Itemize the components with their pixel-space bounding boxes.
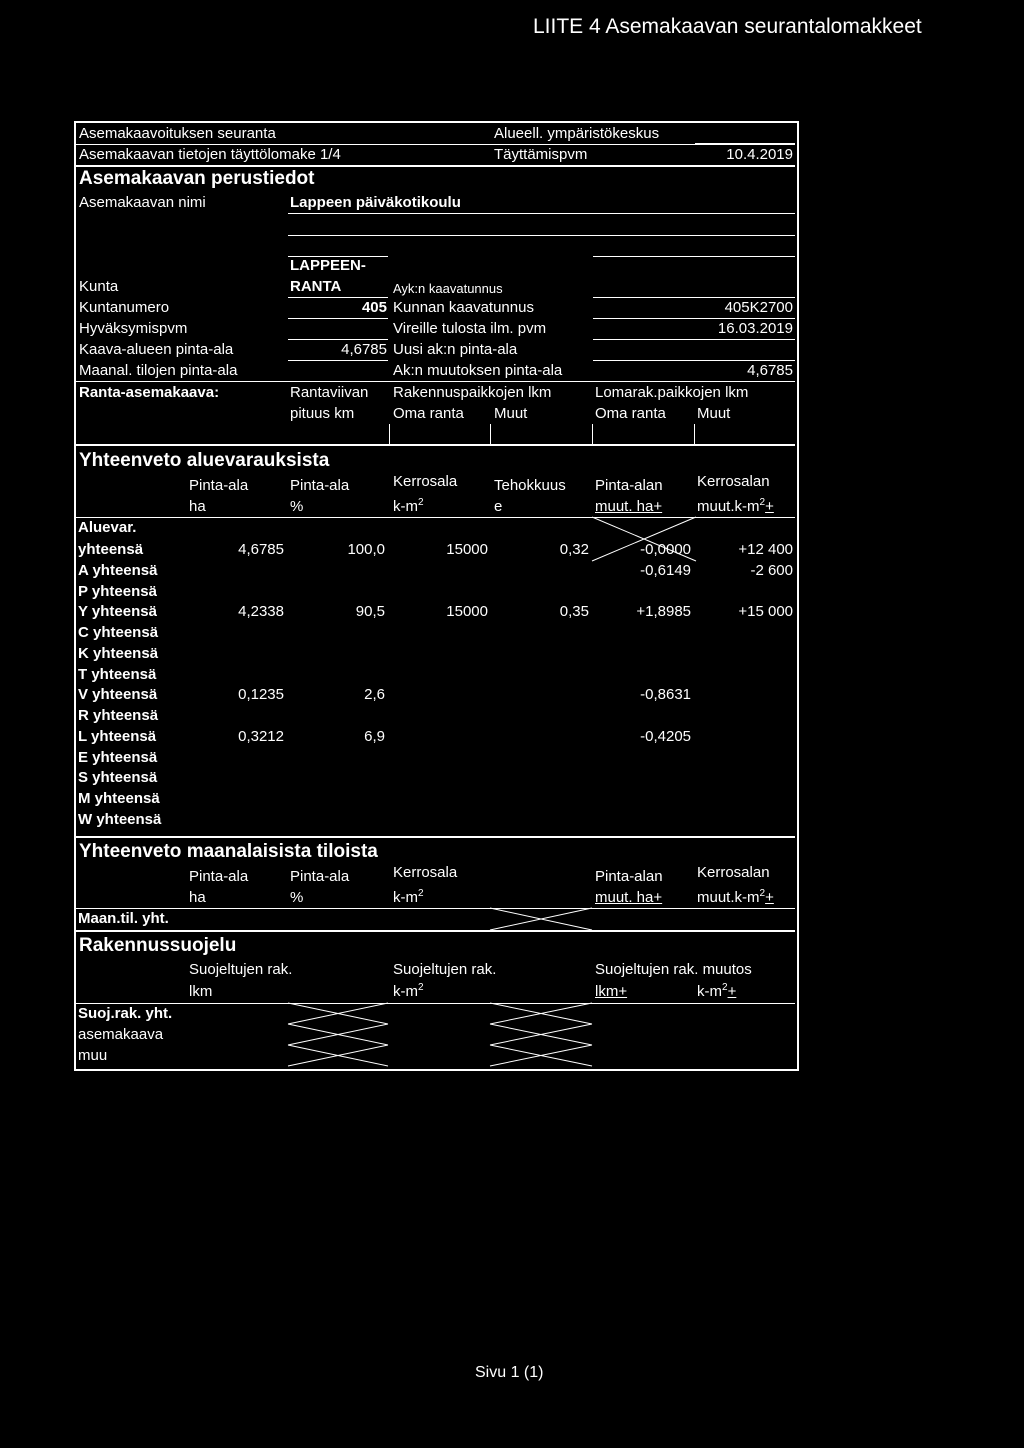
m-col-kerrosala: Kerrosala xyxy=(393,864,458,881)
hyvaksymispvm-label: Hyväksymispvm xyxy=(79,320,188,337)
cell-pct: 100,0 xyxy=(347,541,385,558)
rantaviivan-label-1: Rantaviivan xyxy=(290,384,369,401)
col-pinta-ala-pct: Pinta-ala xyxy=(290,477,350,494)
row-label: E yhteensä xyxy=(78,749,158,766)
cell-pct: 90,5 xyxy=(355,603,385,620)
cell-ha: 0,3212 xyxy=(238,728,284,745)
m-col-ha: ha xyxy=(189,889,206,906)
row-label: L yhteensä xyxy=(78,728,157,745)
s-col2-line2: $k-m^2$ xyxy=(393,982,424,1000)
m-col-km: $k-m^2$ xyxy=(393,888,424,906)
field-line xyxy=(593,318,795,319)
cell-muut-km: -2 600 xyxy=(750,562,793,579)
col-tehokkuus: Tehokkuus xyxy=(494,477,566,494)
ak-muutos-value: 4,6785 xyxy=(747,362,793,379)
field-line xyxy=(288,297,388,298)
nimi-value: Lappeen päiväkotikoulu xyxy=(290,194,461,211)
col-pinta-ala: Pinta-ala xyxy=(189,477,249,494)
s-col2-line1: Suojeltujen rak. xyxy=(393,961,497,978)
divider xyxy=(695,143,795,144)
row-label: V yhteensä xyxy=(78,686,158,703)
cell-muut-ha: -0,8631 xyxy=(640,686,691,703)
cell-muut-ha: -0,4205 xyxy=(640,728,691,745)
m-col-pinta-alan: Pinta-alan xyxy=(595,868,663,885)
cell-ha: 4,2338 xyxy=(238,603,284,620)
kaava-alue-label: Kaava-alueen pinta-ala xyxy=(79,341,234,358)
m-col-muut-ha: muut. ha+ xyxy=(595,889,663,906)
cross-marks-col2 xyxy=(490,1003,592,1066)
kunnan-kaavatunnus-label: Kunnan kaavatunnus xyxy=(393,299,534,316)
col-muut-ha: muut. ha+ xyxy=(595,498,663,515)
s-col1-line1: Suojeltujen rak. xyxy=(189,961,293,978)
cell-ha: 0,1235 xyxy=(238,686,284,703)
col-km: $k-m^2$ xyxy=(393,497,424,515)
vireille-label: Vireille tulosta ilm. pvm xyxy=(393,320,547,337)
kunta-value-line1: LAPPEEN- xyxy=(290,257,366,274)
kunta-value-line2: RANTA xyxy=(290,278,342,295)
section-divider xyxy=(76,836,795,838)
section-divider xyxy=(76,930,795,932)
cell-muut-km: +15 000 xyxy=(738,603,793,620)
row-label: W yhteensä xyxy=(78,811,162,828)
row-label: K yhteensä xyxy=(78,645,159,662)
cell-muut-km: +12 400 xyxy=(738,541,793,558)
nimi-label: Asemakaavan nimi xyxy=(79,194,206,211)
page-number: Sivu 1 (1) xyxy=(475,1364,544,1381)
cell-muut-ha: -0,6149 xyxy=(640,562,691,579)
maanalaiset-title: Yhteenveto maanalaisista tiloista xyxy=(79,841,378,862)
field-line xyxy=(288,213,795,214)
m-col-pct: % xyxy=(290,889,304,906)
uusi-ak-label: Uusi ak:n pinta-ala xyxy=(393,341,518,358)
maanal-label: Maanal. tilojen pinta-ala xyxy=(79,362,238,379)
field-line xyxy=(593,360,795,361)
ayk-kaavatunnus-label: Ayk:n kaavatunnus xyxy=(393,281,503,296)
cell-divider xyxy=(592,424,593,445)
aluevar-label: Aluevar. xyxy=(78,519,137,536)
muu-label: muu xyxy=(78,1047,108,1064)
oma-ranta-label: Oma ranta xyxy=(393,405,464,422)
m-col-kerrosalan: Kerrosalan xyxy=(697,864,770,881)
kunnan-kaavatunnus-value: 405K2700 xyxy=(724,299,793,316)
kuntanumero-value: 405 xyxy=(361,299,387,316)
col-pinta-alan: Pinta-alan xyxy=(595,477,663,494)
field-line xyxy=(288,318,388,319)
row-label: R yhteensä xyxy=(78,707,159,724)
row-label: M yhteensä xyxy=(78,790,160,807)
col-kerrosala: Kerrosala xyxy=(393,473,458,490)
cell-pct: 2,6 xyxy=(364,686,385,703)
row-label: yhteensä xyxy=(78,541,144,558)
cell-e: 0,32 xyxy=(559,541,589,558)
suojelu-title: Rakennussuojelu xyxy=(79,935,237,956)
cell-divider xyxy=(389,424,390,445)
row-label: T yhteensä xyxy=(78,666,157,683)
row-label: P yhteensä xyxy=(78,583,157,600)
kaava-alue-value: 4,6785 xyxy=(341,341,387,358)
ak-muutos-label: Ak:n muutoksen pinta-ala xyxy=(393,362,563,379)
s-col3-lkm: lkm+ xyxy=(595,983,628,1000)
cell-muut-ha: +1,8985 xyxy=(636,603,691,620)
field-line xyxy=(593,297,795,298)
row-label: Y yhteensä xyxy=(78,603,157,620)
aluevaraukset-title: Yhteenveto aluevarauksista xyxy=(79,450,330,471)
perustiedot-title: Asemakaavan perustiedot xyxy=(79,168,315,189)
field-line xyxy=(593,339,795,340)
s-col3-km: $k-m^2+$ xyxy=(697,982,737,1000)
tayttamispvm-value: 10.4.2019 xyxy=(726,146,793,163)
page-title: LIITE 4 Asemakaavan seurantalomakkeet xyxy=(533,15,922,38)
cell-e: 0,35 xyxy=(559,603,589,620)
suoj-rak-yht-label: Suoj.rak. yht. xyxy=(78,1005,173,1022)
cell-km: 15000 xyxy=(446,603,488,620)
divider xyxy=(76,144,795,145)
row-label: C yhteensä xyxy=(78,624,159,641)
m-col-pinta-ala-pct: Pinta-ala xyxy=(290,868,350,885)
maan-til-yht-label: Maan.til. yht. xyxy=(78,910,169,927)
col-pct: % xyxy=(290,498,304,515)
cell-divider xyxy=(490,424,491,445)
cross-marks-col1 xyxy=(288,1003,388,1066)
divider xyxy=(76,908,795,909)
cell-ha: 4,6785 xyxy=(238,541,284,558)
kuntanumero-label: Kuntanumero xyxy=(79,299,170,316)
seuranta-label: Asemakaavoituksen seuranta xyxy=(79,125,276,142)
alueell-label: Alueell. ympäristökeskus xyxy=(494,125,660,142)
kunta-label: Kunta xyxy=(79,278,119,295)
muut-label-2: Muut xyxy=(697,405,731,422)
divider xyxy=(76,381,795,382)
s-col3-line1: Suojeltujen rak. muutos xyxy=(595,961,752,978)
s-col1-line2: lkm xyxy=(189,983,213,1000)
cell-muut-ha: -0,0000 xyxy=(640,541,691,558)
form-frame xyxy=(74,121,799,1071)
rakennuspaikat-label: Rakennuspaikkojen lkm xyxy=(393,384,552,401)
muut-label: Muut xyxy=(494,405,528,422)
oma-ranta-label-2: Oma ranta xyxy=(595,405,666,422)
cross-mark xyxy=(490,908,592,930)
row-label: S yhteensä xyxy=(78,769,158,786)
lomarak-label: Lomarak.paikkojen lkm xyxy=(595,384,749,401)
ranta-asemakaava-label: Ranta-asemakaava: xyxy=(79,384,220,401)
asemakaava-label: asemakaava xyxy=(78,1026,164,1043)
cell-pct: 6,9 xyxy=(364,728,385,745)
field-line xyxy=(593,256,795,257)
lomake-label: Asemakaavan tietojen täyttölomake 1/4 xyxy=(79,146,341,163)
vireille-value: 16.03.2019 xyxy=(717,320,793,337)
field-line xyxy=(288,339,388,340)
tayttamispvm-label: Täyttämispvm xyxy=(494,146,588,163)
col-kerrosalan: Kerrosalan xyxy=(697,473,770,490)
cell-divider xyxy=(694,424,695,445)
row-label: A yhteensä xyxy=(78,562,158,579)
m-col-muut-km: $muut.k-m^2+$ xyxy=(697,888,774,906)
divider xyxy=(76,1003,795,1004)
rantaviivan-label-2: pituus km xyxy=(290,405,355,422)
col-e: e xyxy=(494,498,503,515)
field-line xyxy=(288,235,795,236)
field-line xyxy=(288,360,388,361)
cell-km: 15000 xyxy=(446,541,488,558)
col-ha: ha xyxy=(189,498,206,515)
section-divider xyxy=(76,165,795,167)
col-muut-km: $muut.k-m^2+$ xyxy=(697,497,774,515)
m-col-pinta-ala: Pinta-ala xyxy=(189,868,249,885)
section-divider xyxy=(76,444,795,446)
